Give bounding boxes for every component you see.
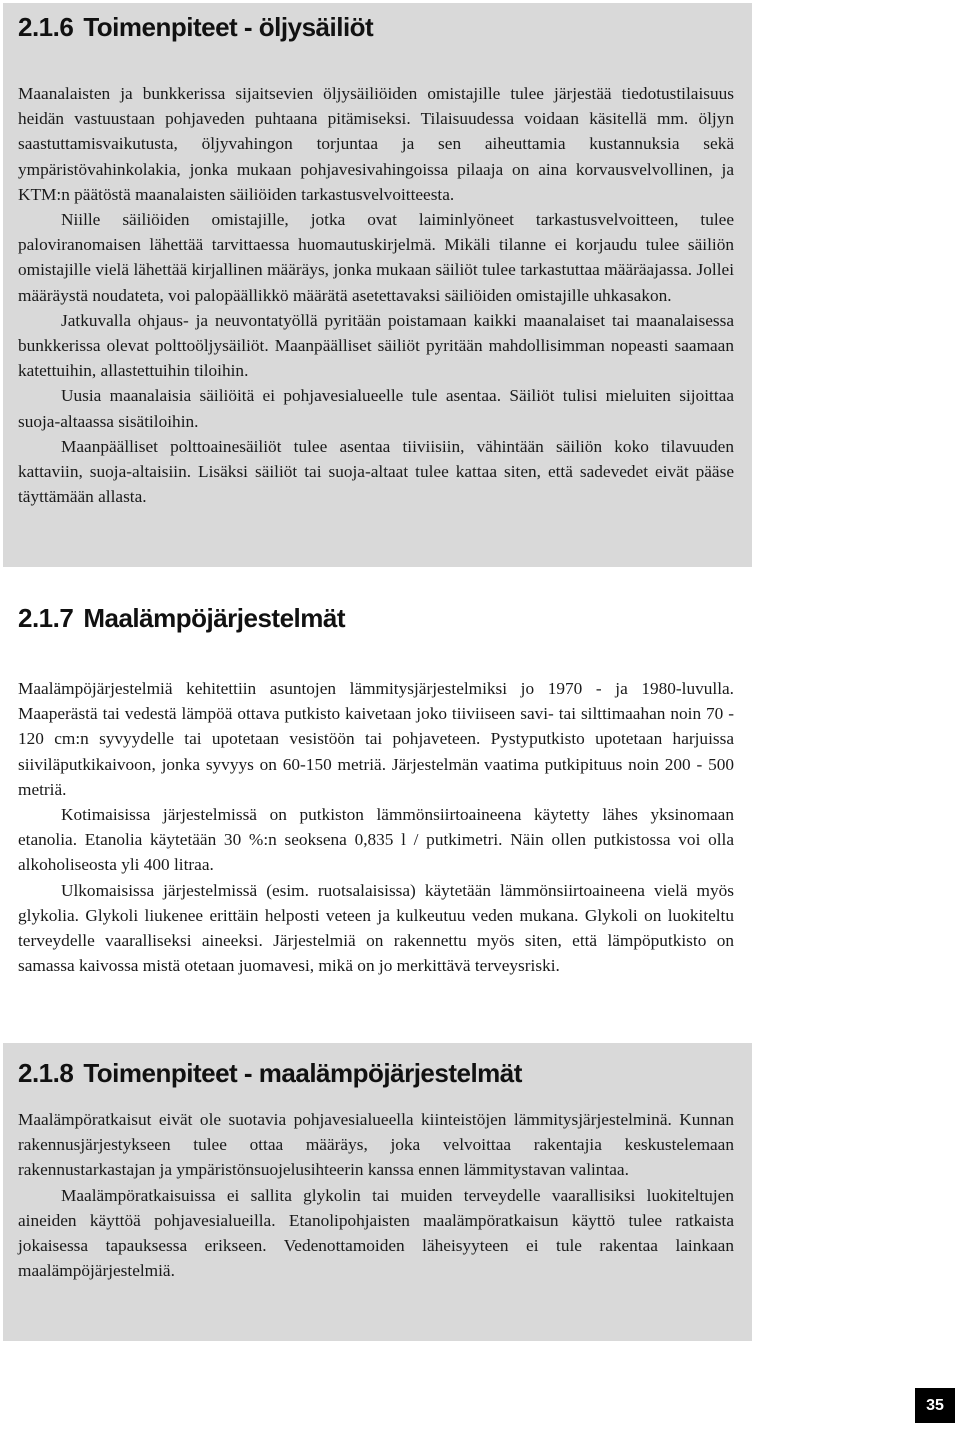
- section-number: 2.1.7: [18, 603, 74, 633]
- section-2-1-7: [18, 600, 734, 978]
- paragraph: Jatkuvalla ohjaus- ja neuvontatyöllä pyritään poistamaan kaikki maanalaiset tai maanalaisessa bunkkerissa olevat polttoöljysäiliöt. Maanpäälliset säiliöt pyritään mahdollisimman nopeasti saamaan katettuihin, allastettuihin tiloihin.: [18, 310, 734, 381]
- section-heading: [18, 600, 734, 636]
- paragraph: Uusia maanalaisia säiliöitä ei pohjavesialueelle tule asentaa. Säiliöt tulisi mieluiten sijoittaa suoja-altaassa sisätiloihin.: [18, 386, 734, 431]
- section-title: Maalämpöjärjestelmät: [83, 603, 345, 633]
- section-title: Toimenpiteet - öljysäiliöt: [83, 12, 374, 42]
- section-2-1-8-box: [3, 1043, 752, 1341]
- page-number: 35: [915, 1388, 955, 1423]
- paragraph: Kotimaisissa järjestelmissä on putkiston lämmönsiirtoaineena käytetty lähes yksinomaan etanolia. Etanolia käytetään 30 %:n seoksena 0,835 l / putkimetri. Näin ollen putkistossa voi olla alkoholiseosta yli 400 litraa.: [18, 805, 734, 875]
- section-number: 2.1.8: [18, 1058, 74, 1088]
- paragraph: Ulkomaisissa järjestelmissä (esim. ruotsalaisissa) käytetään lämmönsiirtoaineena vielä myös glykolia. Glykoli liukenee erittäin helposti veteen ja kulkeutuu veden mukana. Glykoli on luokiteltu terveydelle vaaralliseksi aineeksi. Järjestelmiä on rakennettu myös siten, että lämpöputkisto on samassa kaivossa mistä otetaan juomavesi, mikä on jo merkittävä terveysriski.: [18, 880, 734, 976]
- paragraph: Maalämpöjärjestelmiä kehitettiin asuntojen lämmitysjärjestelmiksi jo 1970 - ja 1980-luvulla. Maaperästä tai vedestä lämpöä ottava putkisto kaivetaan joko tiiviiseen savi- tai silttimaahan noin 70 - 120 cm:n syvyydelle tai upotetaan vesistöön tai pohjaveteen. Pystyputkisto upotetaan harjuissa siiviläputkikaivoon, jonka syvyys on 60-150 metriä. Järjestelmän vaatima putkipituus noin 200 - 500 metriä.: [18, 679, 734, 799]
- paragraph: Maanpäälliset polttoainesäiliöt tulee asentaa tiiviisiin, vähintään säiliön koko tilavuuden kattaviin, suoja-altaisiin. Lisäksi säiliöt tai suoja-altaat tulee kattaa siten, että sadevedet eivät pääse täyttämään allasta.: [18, 436, 734, 507]
- section-title: Toimenpiteet - maalämpöjärjestelmät: [83, 1058, 522, 1088]
- section-heading: [18, 9, 734, 45]
- section-heading: [18, 1055, 734, 1091]
- section-body: [18, 1107, 734, 1283]
- paragraph: Niille säiliöiden omistajille, jotka ovat laiminlyöneet tarkastusvelvoitteen, tulee paloviranomaisen lähettää tarvittaessa huomautuskirjelmä. Mikäli tilanne ei korjaudu tulee säiliön omistajille vielä lähettää kirjallinen määräys, jonka mukaan säiliöt tulee tarkastuttaa määräajassa. Jollei määräystä noudateta, voi palopäällikkö määrätä asetettavaksi säiliöiden omistajille uhkasakon.: [18, 210, 734, 305]
- section-body: [18, 81, 734, 509]
- section-number: 2.1.6: [18, 12, 74, 42]
- section-2-1-6-box: [3, 3, 752, 567]
- paragraph: Maalämpöratkaisut eivät ole suotavia pohjavesialueella kiinteistöjen lämmitysjärjestelminä. Kunnan rakennusjärjestykseen tulee ottaa määräys, joka velvoittaa rakentajia keskustelemaan rakennustarkastajan ja ympäristönsuojelusihteerin kanssa ennen lämmitystavan valintaa.: [18, 1110, 734, 1180]
- paragraph: Maanalaisten ja bunkkerissa sijaitsevien öljysäiliöiden omistajille tulee järjestää tiedotustilaisuus heidän vastuustaan pohjaveden puhtaana pitämiseksi. Tilaisuudessa voidaan käsitellä mm. öljyn saastuttamisvaikutusta, öljyvahingon torjuntaa ja sen aiheuttamia kustannuksia sekä ympäristövahinkolakia, jonka mukaan pohjavesivahingoissa pilaaja on aina korvausvelvollinen, ja KTM:n päätöstä maanalaisten säiliöiden tarkastusvelvoitteesta.: [18, 84, 734, 204]
- paragraph: Maalämpöratkaisuissa ei sallita glykolin tai muiden terveydelle vaarallisiksi luokiteltujen aineiden käyttöä pohjavesialueilla. Etanolipohjaisten maalämpöratkaisun käyttö tulee ratkaista jokaisessa tapauksessa erikseen. Vedenottamoiden läheisyyteen ei tule rakentaa lainkaan maalämpöjärjestelmiä.: [18, 1185, 734, 1281]
- section-body: [18, 676, 734, 978]
